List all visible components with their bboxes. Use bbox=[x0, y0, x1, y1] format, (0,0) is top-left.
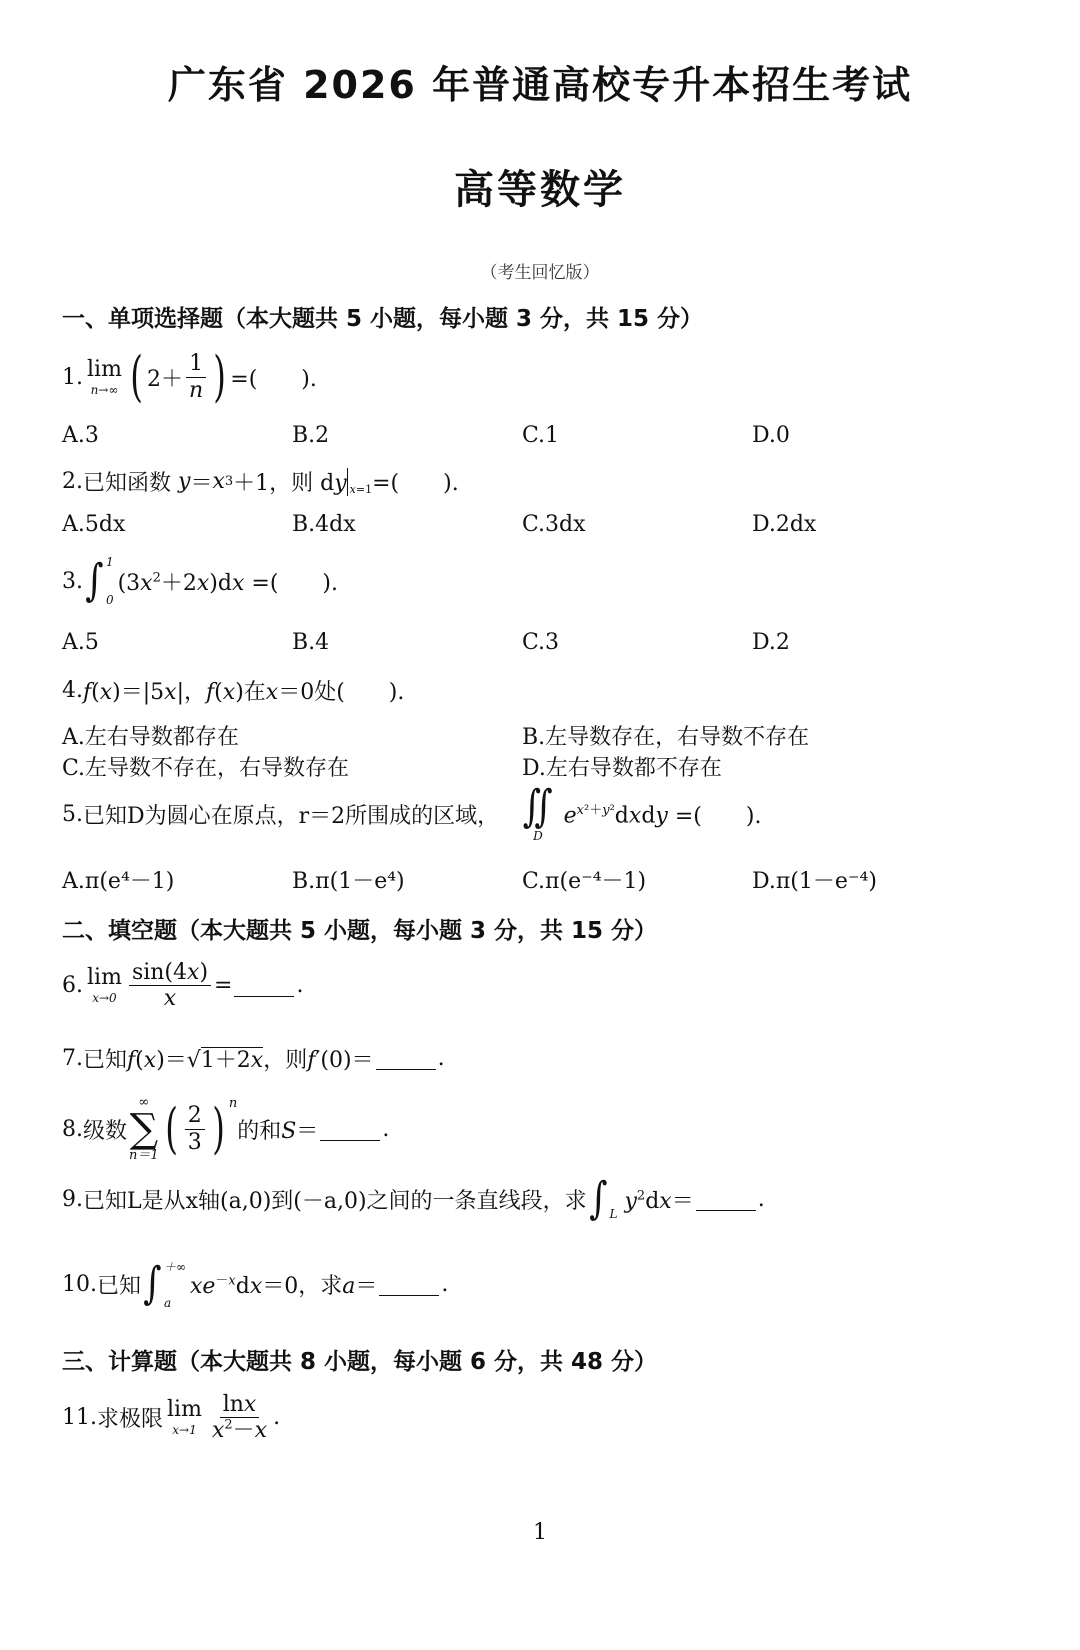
question-10: 10. 已知 ∫ ＋∞ a $xe^{-x}dx=0$ ，求 a＝ . bbox=[62, 1258, 449, 1310]
option-d[interactable]: D.左右导数都不存在 bbox=[522, 756, 722, 781]
summation-sign: ∞ ∑ n＝1 bbox=[129, 1095, 159, 1163]
option-a[interactable]: A.5 bbox=[62, 630, 99, 655]
fraction: $\frac{1}{n}$ bbox=[186, 351, 206, 403]
answer-blank[interactable] bbox=[379, 1273, 439, 1296]
answer-blank[interactable] bbox=[696, 1188, 756, 1211]
option-b[interactable]: B.4dx bbox=[292, 512, 356, 537]
limit-operator: lim n→∞ bbox=[87, 356, 122, 397]
option-c[interactable]: C.3 bbox=[522, 630, 560, 655]
option-d[interactable]: D.2dx bbox=[752, 512, 817, 537]
option-d[interactable]: D.π(1－e⁻⁴) bbox=[752, 869, 877, 894]
question-2: 2. 已知函数 y ＝ x 3 ＋1，则 dy x =1 =( ). bbox=[62, 469, 459, 496]
question-number: 1. bbox=[62, 364, 83, 390]
answer-blank[interactable] bbox=[376, 1047, 436, 1070]
option-c[interactable]: C.π(e⁻⁴－1) bbox=[522, 869, 647, 894]
option-a[interactable]: A.5dx bbox=[62, 512, 126, 537]
question-5: 5. 已知D为圆心在原点，r＝2所围成的区域， ∬ D $e^{x^2+y^2}dxdy$ =( ). bbox=[62, 781, 762, 843]
question-11: 11. 求极限 lim x→1 $\frac{\ln x}{x^2-x}$ . bbox=[62, 1392, 281, 1444]
exam-title: 广东省 2026 年普通高校专升本招生考试 bbox=[167, 63, 913, 107]
question-7: 7. 已知 f(x)＝√1＋2x ，则 f′(0)＝ . bbox=[62, 1046, 445, 1073]
subject-title: 高等数学 bbox=[454, 167, 626, 213]
page-number: 1 bbox=[533, 1520, 547, 1545]
option-b[interactable]: B.π(1－e⁴) bbox=[292, 869, 405, 894]
option-c[interactable]: C.左导数不存在，右导数存在 bbox=[62, 756, 350, 781]
answer-blank[interactable] bbox=[320, 1118, 380, 1141]
section-heading-1: 一、单项选择题（本大题共 5 小题，每小题 3 分，共 15 分） bbox=[62, 306, 704, 332]
question-tail: =( ). bbox=[230, 366, 317, 392]
option-a[interactable]: A.3 bbox=[62, 423, 99, 448]
question-8: 8. 级数 ∞ ∑ n＝1 ( $\frac{2}{3}$ ) $^n$ 的和 S＝ . bbox=[62, 1095, 390, 1163]
question-3: 3. ∫ 1 0 $(3x^2+2x)dx$ =( ). bbox=[62, 555, 338, 607]
option-c[interactable]: C.3dx bbox=[522, 512, 586, 537]
answer-blank[interactable] bbox=[234, 974, 294, 997]
double-integral-sign: ∬ bbox=[522, 781, 553, 832]
section-heading-3: 三、计算题（本大题共 8 小题，每小题 6 分，共 48 分） bbox=[62, 1349, 658, 1375]
option-b[interactable]: B.左导数存在，右导数不存在 bbox=[522, 725, 810, 750]
option-c[interactable]: C.1 bbox=[522, 423, 560, 448]
option-d[interactable]: D.0 bbox=[752, 423, 790, 448]
question-9: 9. 已知L是从x轴(a,0)到(－a,0)之间的一条直线段，求 ∫ L $y^2dx=$ . bbox=[62, 1173, 765, 1224]
option-d[interactable]: D.2 bbox=[752, 630, 790, 655]
option-a[interactable]: A.π(e⁴－1) bbox=[62, 869, 175, 894]
option-a[interactable]: A.左右导数都存在 bbox=[62, 725, 239, 750]
question-6: 6. lim x→0 $\frac{\sin(4x)}{x}$ = . bbox=[62, 960, 304, 1012]
option-b[interactable]: B.4 bbox=[292, 630, 330, 655]
edition-note: （考生回忆版） bbox=[480, 263, 600, 283]
section-heading-2: 二、填空题（本大题共 5 小题，每小题 3 分，共 15 分） bbox=[62, 918, 658, 944]
question-1: 1. lim n→∞ ( 2＋ $\frac{1}{n}$ ) =( ). bbox=[62, 345, 317, 408]
option-b[interactable]: B.2 bbox=[292, 423, 330, 448]
question-4: 4. f(x)＝|5x|，f(x)在x＝0 处( ). bbox=[62, 678, 405, 705]
integral-sign: ∫ bbox=[85, 555, 104, 606]
